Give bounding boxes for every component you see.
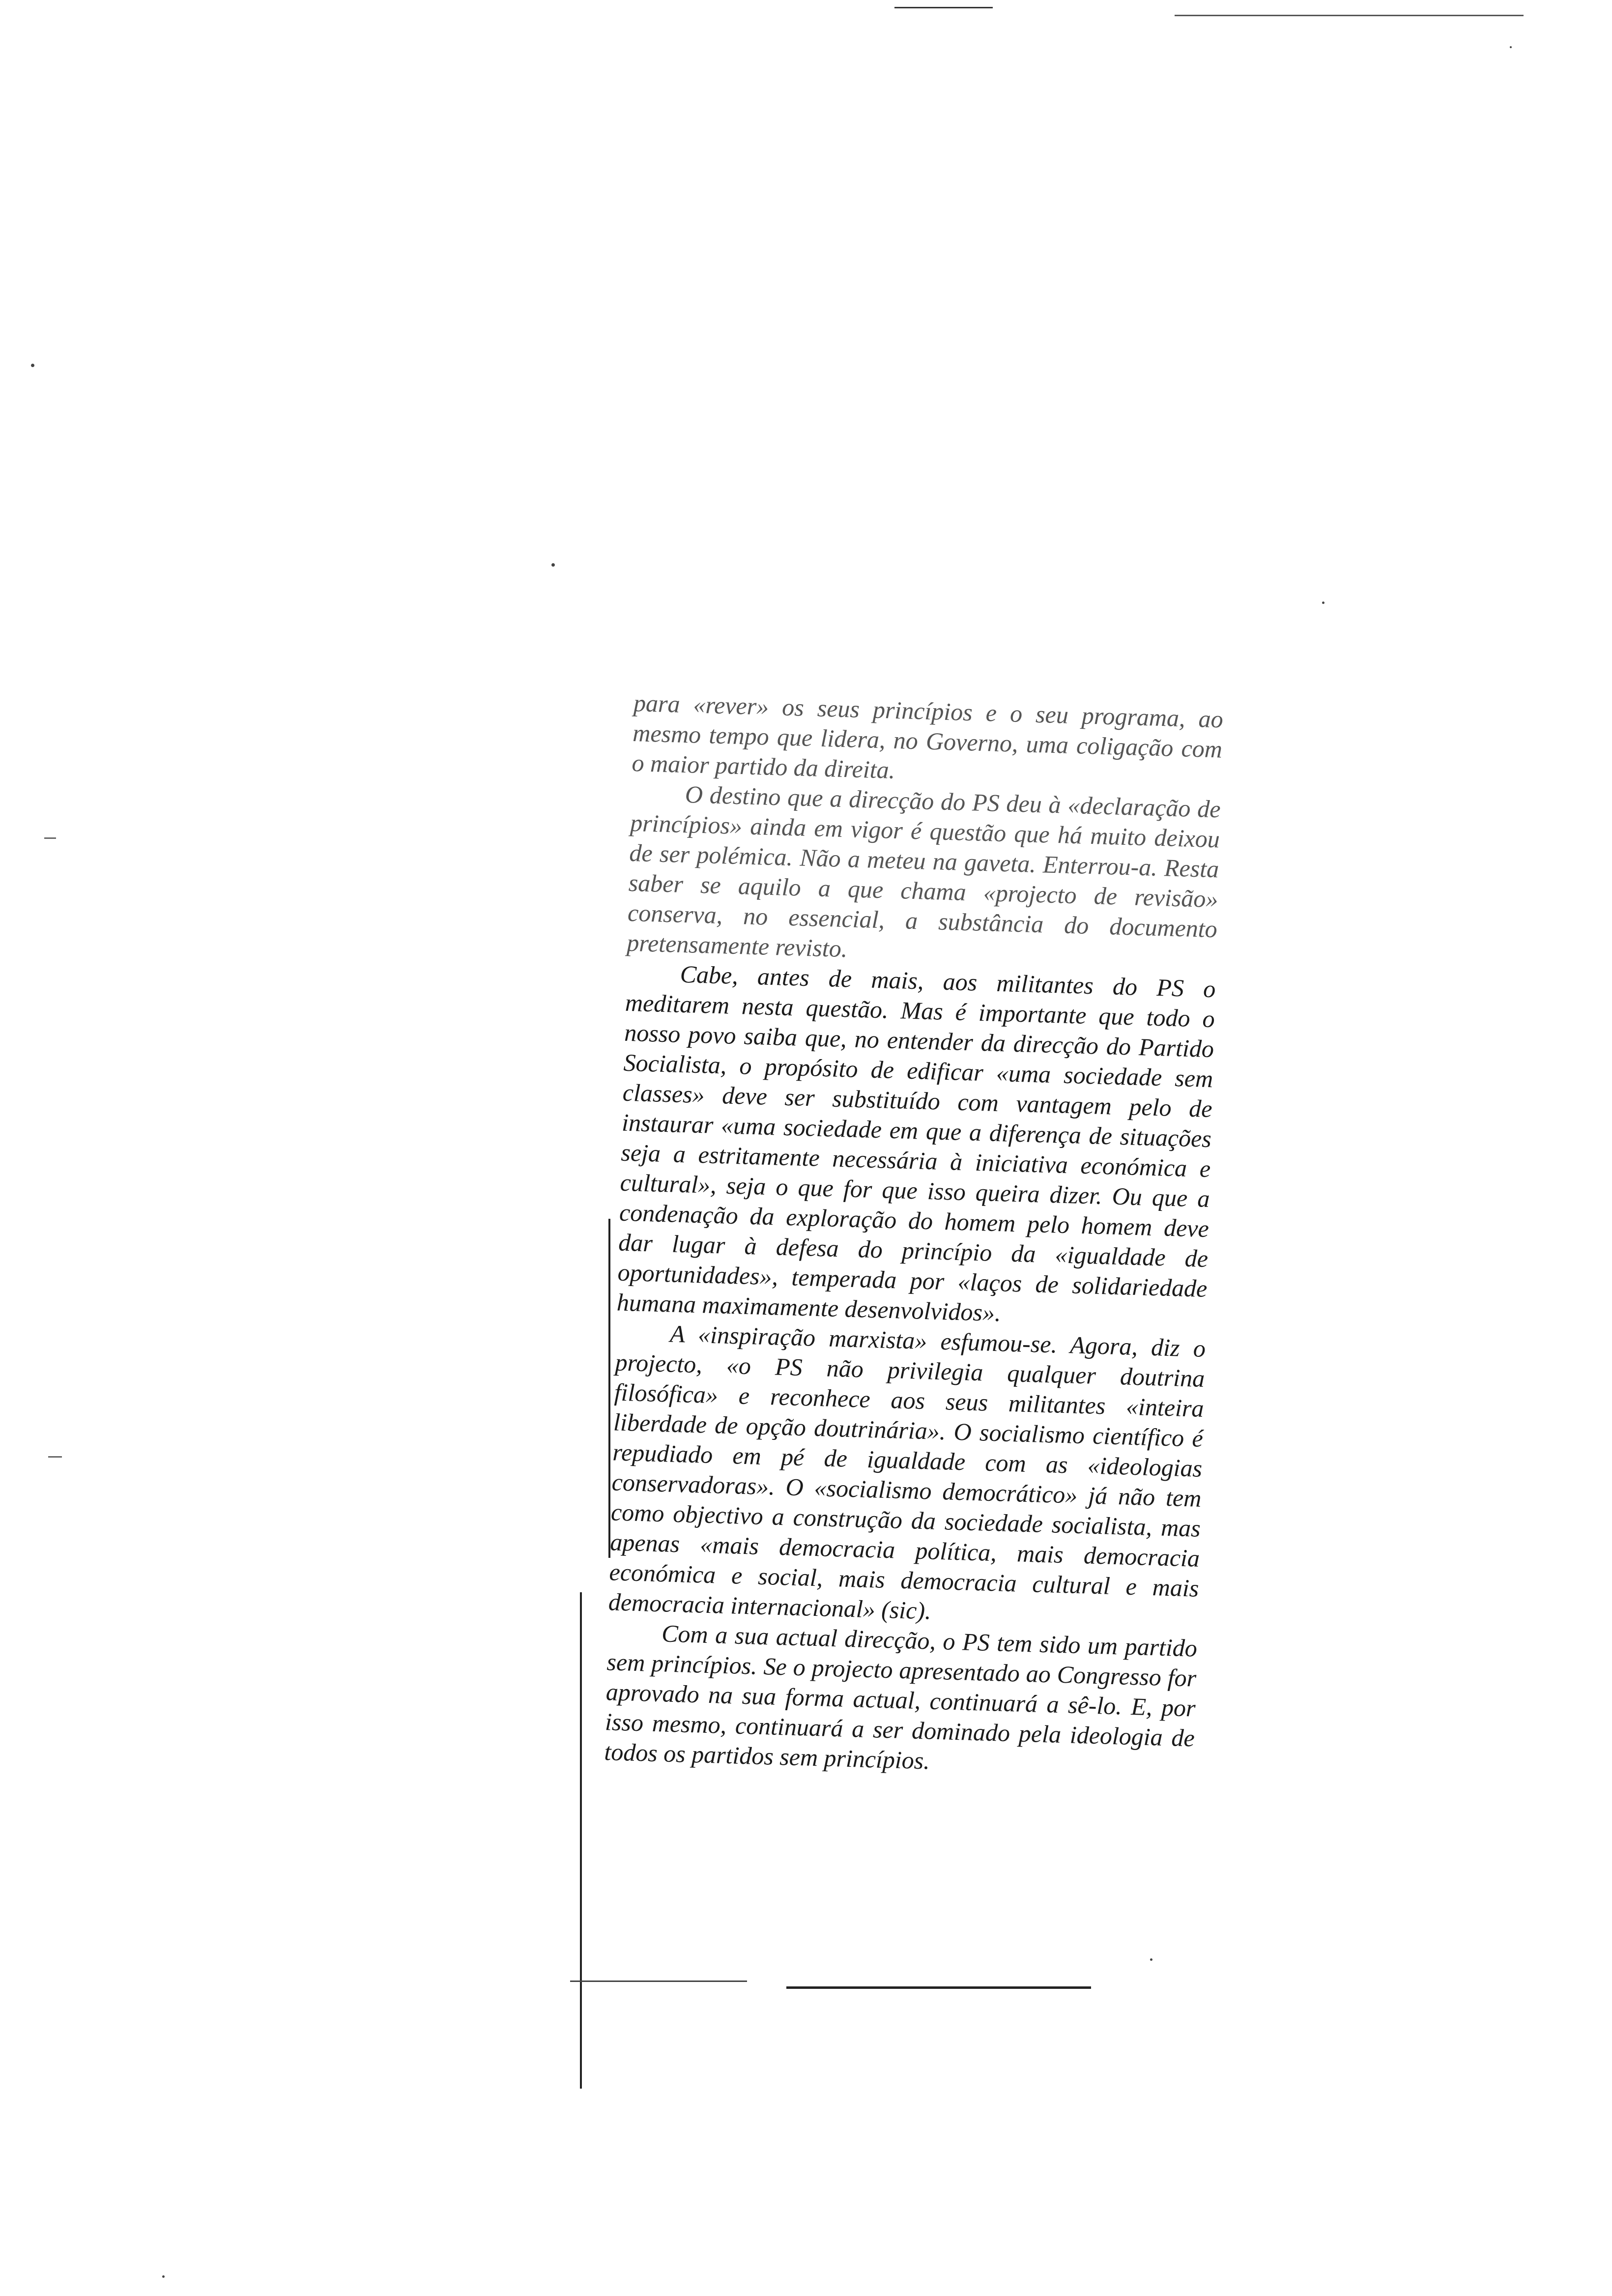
- article-paragraph: O destino que a direcção do PS deu à «declaração de princípios» ainda em vigor é questão que há muito deixou de ser polémica. Não a meteu na gaveta. Enterrou-a. Resta saber se aquilo a que chama «projecto de revisão» conserva, no essencial, a substância do documento pretensamente revisto.: [626, 780, 1221, 963]
- scan-speck: [1510, 46, 1512, 48]
- scan-speck: [1150, 1958, 1152, 1961]
- margin-bracket-line: [580, 1592, 582, 2089]
- margin-bracket-line: [608, 1219, 610, 1558]
- margin-dash: [44, 837, 56, 839]
- article-paragraph: Com a sua actual direcção, o PS tem sido um partido sem princípios. Se o projecto apresentado ao Congresso for aprovado na sua forma actual, continuará a sê-lo. E, por isso mesmo, continuará a ser dominado pela ideologia de todos os partidos sem princípios.: [604, 1619, 1198, 1775]
- margin-dash: [48, 1456, 62, 1458]
- top-rule-right: [1175, 15, 1524, 16]
- article-paragraph: A «inspiração marxista» esfumou-se. Agora, diz o projecto, «o PS não privilegia qualquer doutrina filosófica» e reconhece aos seus militantes «inteira liberdade de opção doutrinária». O socialismo científico é repudiado em pé de igualdade com as «ideologias conservadoras». O «socialismo democrático» já não tem como objectivo a construção da sociedade socialista, mas apenas «mais democracia política, mais democracia económica e social, mais democracia cultural e mais democracia internacional» (sic).: [608, 1320, 1206, 1625]
- bottom-rule-left: [570, 1980, 747, 1982]
- scan-speck: [162, 2275, 165, 2278]
- article-column: [604, 688, 1224, 1783]
- scan-speck: [31, 364, 34, 367]
- top-rule-left: [894, 7, 993, 8]
- article-paragraph: Cabe, antes de mais, aos militantes do PS o meditarem nesta questão. Mas é importante que todo o nosso povo saiba que, no entender da direcção do Partido Socialista, o propósito de edificar «uma sociedade sem classes» deve ser substituído com vantagem pelo de instaurar «uma sociedade em que a diferença de situações seja a estritamente necessária à iniciativa económica e cultural», seja o que for que isso queira dizer. Ou que a condenação da exploração do homem pelo homem deve dar lugar à defesa do princípio da «igualdade de oportunidades», temperada por «laços de solidariedade humana maximamente desenvolvidos».: [616, 960, 1216, 1327]
- scan-speck: [1322, 602, 1324, 604]
- article-paragraph: para «rever» os seus princípios e o seu programa, ao mesmo tempo que lidera, no Governo, uma coligação com o maior partido da direita.: [631, 689, 1224, 784]
- bottom-rule-right: [786, 1986, 1091, 1989]
- scan-speck: [551, 563, 555, 567]
